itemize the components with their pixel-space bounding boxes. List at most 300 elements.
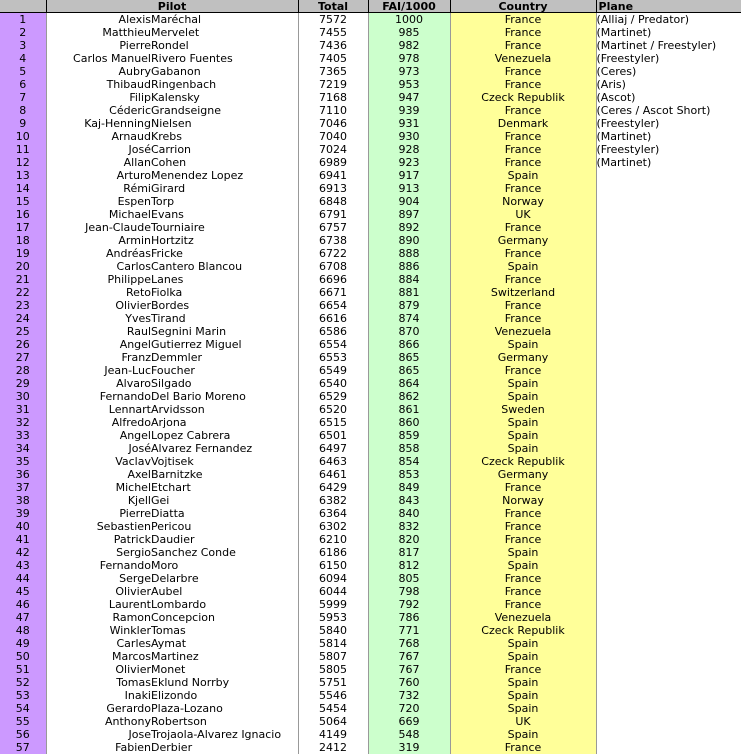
total-cell: 7405: [298, 52, 368, 65]
rank-cell: 23: [0, 299, 46, 312]
table-row: [0, 429, 741, 442]
country-cell: France: [450, 533, 596, 546]
last-name-cell: Arvidsson: [151, 403, 298, 416]
fai-cell: 897: [368, 208, 450, 221]
table-row: [0, 143, 741, 156]
last-name-cell: Concepcion: [151, 611, 298, 624]
rank-cell: 36: [0, 468, 46, 481]
fai-cell: 886: [368, 260, 450, 273]
country-cell: France: [450, 247, 596, 260]
country-cell: Spain: [450, 702, 596, 715]
total-cell: 6913: [298, 182, 368, 195]
table-row: [0, 624, 741, 637]
first-name-cell: Armin: [118, 234, 151, 247]
first-name-cell: Kjell: [127, 494, 151, 507]
plane-cell: (Ascot): [596, 91, 636, 104]
fai-cell: 913: [368, 182, 450, 195]
country-cell: UK: [450, 715, 596, 728]
last-name-cell: Foucher: [151, 364, 298, 377]
plane-cell: (Ceres / Ascot Short): [596, 104, 711, 117]
first-name-cell: Rémi: [123, 182, 151, 195]
rank-cell: 49: [0, 637, 46, 650]
country-cell: France: [450, 663, 596, 676]
total-cell: 6529: [298, 390, 368, 403]
last-name-cell: Torp: [151, 195, 298, 208]
plane-cell: [596, 416, 741, 429]
first-name-cell: Aubry: [118, 65, 151, 78]
first-name-cell: Reto: [126, 286, 151, 299]
first-name-cell: Jose: [128, 728, 151, 741]
fai-cell: 859: [368, 429, 450, 442]
table-row: [0, 507, 741, 520]
last-name-cell: Etchart: [151, 481, 298, 494]
plane-cell: [596, 325, 741, 338]
rank-cell: 53: [0, 689, 46, 702]
fai-cell: 669: [368, 715, 450, 728]
rank-cell: 13: [0, 169, 46, 182]
table-row: [0, 52, 741, 65]
rank-cell: 20: [0, 260, 46, 273]
fai-cell: 978: [368, 52, 450, 65]
country-cell: France: [450, 572, 596, 585]
total-cell: 5064: [298, 715, 368, 728]
table-row: [0, 338, 741, 351]
last-name-cell: Lombardo: [151, 598, 298, 611]
country-cell: Venezuela: [450, 611, 596, 624]
fai-cell: 879: [368, 299, 450, 312]
table-row: [0, 247, 741, 260]
plane-cell: [596, 676, 741, 689]
table-row: [0, 598, 741, 611]
rank-cell: 27: [0, 351, 46, 364]
total-cell: 4149: [298, 728, 368, 741]
last-name-cell: Tourniaire: [151, 221, 298, 234]
fai-cell: 888: [368, 247, 450, 260]
first-name-cell: Sebastien: [96, 520, 151, 533]
table-row: [0, 494, 741, 507]
rank-cell: 5: [0, 65, 46, 78]
first-name-cell: Gerardo: [106, 702, 151, 715]
plane-header: Plane: [596, 0, 741, 13]
total-cell: 6429: [298, 481, 368, 494]
last-name-cell: Daudier: [151, 533, 298, 546]
last-name-cell: Menendez Lopez: [151, 169, 298, 182]
first-name-cell: Laurent: [108, 598, 151, 611]
country-cell: Denmark: [450, 117, 596, 130]
country-cell: Spain: [450, 169, 596, 182]
fai-cell: 768: [368, 637, 450, 650]
plane-cell: [596, 611, 741, 624]
fai-cell: 760: [368, 676, 450, 689]
rank-cell: 16: [0, 208, 46, 221]
last-name-cell: Rondel: [151, 39, 298, 52]
table-row: [0, 689, 741, 702]
total-cell: 6515: [298, 416, 368, 429]
first-name-cell: Jean-Claude: [85, 221, 151, 234]
country-cell: Venezuela: [450, 52, 596, 65]
plane-cell: [596, 507, 741, 520]
first-name-cell: Marcos: [111, 650, 151, 663]
total-cell: 7168: [298, 91, 368, 104]
plane-cell: [596, 221, 741, 234]
total-cell: 6616: [298, 312, 368, 325]
plane-cell: [596, 481, 741, 494]
plane-cell: (Aris): [596, 78, 626, 91]
table-row: [0, 546, 741, 559]
first-name-cell: Serge: [119, 572, 151, 585]
table-row: [0, 26, 741, 39]
plane-cell: [596, 728, 741, 741]
first-name-cell: Pierre: [119, 507, 151, 520]
first-name-cell: Jean-Luc: [104, 364, 151, 377]
rank-cell: 51: [0, 663, 46, 676]
plane-cell: [596, 663, 741, 676]
last-name-cell: Silgado: [151, 377, 298, 390]
last-name-cell: Fricke: [151, 247, 298, 260]
table-row: [0, 13, 741, 27]
table-row: [0, 650, 741, 663]
total-cell: 2412: [298, 741, 368, 754]
rank-cell: 52: [0, 676, 46, 689]
rank-cell: 29: [0, 377, 46, 390]
last-name-cell: Vojtisek: [151, 455, 298, 468]
last-name-cell: Plaza-Lozano: [151, 702, 298, 715]
first-name-cell: Arturo: [116, 169, 151, 182]
fai-cell: 862: [368, 390, 450, 403]
fai-cell: 892: [368, 221, 450, 234]
rank-cell: 4: [0, 52, 46, 65]
first-name-cell: Lennart: [108, 403, 151, 416]
total-cell: 6791: [298, 208, 368, 221]
first-name-cell: Carlos: [116, 260, 151, 273]
last-name-cell: Girard: [151, 182, 298, 195]
last-name-cell: Martinez: [151, 650, 298, 663]
first-name-cell: Angel: [119, 338, 151, 351]
table-row: [0, 234, 741, 247]
total-cell: 5454: [298, 702, 368, 715]
table-row: [0, 299, 741, 312]
total-cell: 7040: [298, 130, 368, 143]
last-name-cell: Gei: [151, 494, 298, 507]
first-name-cell: José: [128, 442, 151, 455]
table-row: [0, 377, 741, 390]
rank-cell: 24: [0, 312, 46, 325]
total-cell: 6094: [298, 572, 368, 585]
first-name-cell: Carlos Manuel: [73, 52, 151, 65]
fai-cell: 786: [368, 611, 450, 624]
plane-cell: [596, 702, 741, 715]
total-cell: 5814: [298, 637, 368, 650]
table-row: [0, 728, 741, 741]
fai-cell: 874: [368, 312, 450, 325]
first-name-cell: Olivier: [115, 585, 151, 598]
plane-cell: [596, 390, 741, 403]
table-row: [0, 156, 741, 169]
country-cell: France: [450, 143, 596, 156]
rank-cell: 25: [0, 325, 46, 338]
plane-cell: (Freestyler): [596, 143, 660, 156]
table-row: [0, 182, 741, 195]
first-name-cell: Fernando: [99, 390, 151, 403]
plane-cell: [596, 429, 741, 442]
plane-cell: [596, 208, 741, 221]
plane-cell: [596, 650, 741, 663]
total-cell: 6044: [298, 585, 368, 598]
fai-header: FAI/1000: [368, 0, 450, 13]
country-cell: France: [450, 741, 596, 754]
table-row: [0, 260, 741, 273]
plane-cell: (Freestyler): [596, 52, 660, 65]
last-name-cell: Ringenbach: [151, 78, 298, 91]
total-cell: 7436: [298, 39, 368, 52]
plane-cell: [596, 546, 741, 559]
total-cell: 6671: [298, 286, 368, 299]
country-cell: France: [450, 507, 596, 520]
total-cell: 7572: [298, 13, 368, 27]
plane-cell: (Alliaj / Predator): [596, 12, 690, 26]
fai-cell: 853: [368, 468, 450, 481]
total-cell: 5999: [298, 598, 368, 611]
total-cell: 5953: [298, 611, 368, 624]
rank-cell: 41: [0, 533, 46, 546]
plane-cell: [596, 299, 741, 312]
results-body: [0, 13, 741, 755]
fai-cell: 767: [368, 650, 450, 663]
country-cell: Spain: [450, 416, 596, 429]
fai-cell: 904: [368, 195, 450, 208]
plane-cell: [596, 403, 741, 416]
plane-cell: [596, 351, 741, 364]
country-cell: Spain: [450, 637, 596, 650]
rank-cell: 34: [0, 442, 46, 455]
plane-cell: [596, 182, 741, 195]
first-name-cell: Philippe: [107, 273, 151, 286]
total-cell: 7024: [298, 143, 368, 156]
rank-cell: 44: [0, 572, 46, 585]
country-cell: Spain: [450, 260, 596, 273]
plane-cell: [596, 195, 741, 208]
fai-cell: 985: [368, 26, 450, 39]
total-cell: 6302: [298, 520, 368, 533]
country-cell: France: [450, 130, 596, 143]
rank-cell: 38: [0, 494, 46, 507]
total-cell: 7219: [298, 78, 368, 91]
total-cell: 6461: [298, 468, 368, 481]
total-cell: 6708: [298, 260, 368, 273]
rank-cell: 35: [0, 455, 46, 468]
first-name-cell: Fabien: [115, 741, 151, 754]
fai-cell: 923: [368, 156, 450, 169]
first-name-cell: Tomas: [116, 676, 151, 689]
total-cell: 6586: [298, 325, 368, 338]
plane-cell: [596, 598, 741, 611]
fai-cell: 865: [368, 351, 450, 364]
first-name-cell: Sergio: [116, 546, 151, 559]
table-row: [0, 117, 741, 130]
fai-cell: 854: [368, 455, 450, 468]
total-cell: 6463: [298, 455, 368, 468]
last-name-cell: Carrion: [151, 143, 298, 156]
first-name-cell: Matthieu: [102, 26, 151, 39]
plane-cell: [596, 494, 741, 507]
table-row: [0, 312, 741, 325]
first-name-cell: Ramon: [112, 611, 151, 624]
first-name-cell: Alexis: [118, 12, 151, 26]
rank-cell: 33: [0, 429, 46, 442]
last-name-cell: Robertson: [151, 715, 298, 728]
fai-cell: 973: [368, 65, 450, 78]
plane-cell: [596, 624, 741, 637]
plane-cell: [596, 741, 741, 754]
rank-cell: 26: [0, 338, 46, 351]
country-cell: France: [450, 104, 596, 117]
fai-cell: 982: [368, 39, 450, 52]
total-cell: 6941: [298, 169, 368, 182]
total-cell: 6553: [298, 351, 368, 364]
rank-cell: 39: [0, 507, 46, 520]
total-cell: 6989: [298, 156, 368, 169]
table-row: [0, 78, 741, 91]
rank-cell: 9: [0, 117, 46, 130]
country-cell: Venezuela: [450, 325, 596, 338]
first-name-cell: Vaclav: [115, 455, 151, 468]
last-name-cell: Demmler: [151, 351, 298, 364]
fai-cell: 931: [368, 117, 450, 130]
first-name-cell: Allan: [123, 156, 151, 169]
table-row: [0, 403, 741, 416]
fai-cell: 840: [368, 507, 450, 520]
total-cell: 6757: [298, 221, 368, 234]
rank-cell: 46: [0, 598, 46, 611]
fai-cell: 858: [368, 442, 450, 455]
country-cell: Spain: [450, 728, 596, 741]
first-name-cell: Fernando: [99, 559, 151, 572]
country-cell: France: [450, 65, 596, 78]
fai-cell: 792: [368, 598, 450, 611]
fai-cell: 817: [368, 546, 450, 559]
table-row: [0, 663, 741, 676]
table-row: [0, 702, 741, 715]
total-cell: 6540: [298, 377, 368, 390]
last-name-cell: Eklund Norrby: [151, 676, 298, 689]
rank-cell: 30: [0, 390, 46, 403]
country-cell: Germany: [450, 234, 596, 247]
country-cell: Spain: [450, 338, 596, 351]
last-name-cell: Bordes: [151, 299, 298, 312]
country-cell: Spain: [450, 429, 596, 442]
rank-cell: 3: [0, 39, 46, 52]
country-cell: France: [450, 598, 596, 611]
first-name-cell: José: [128, 143, 151, 156]
last-name-cell: Aymat: [151, 637, 298, 650]
country-cell: France: [450, 299, 596, 312]
last-name-cell: Delarbre: [151, 572, 298, 585]
table-row: [0, 676, 741, 689]
plane-cell: [596, 520, 741, 533]
last-name-cell: Kalensky: [151, 91, 298, 104]
total-cell: 6364: [298, 507, 368, 520]
total-cell: 5840: [298, 624, 368, 637]
total-cell: 5805: [298, 663, 368, 676]
plane-cell: [596, 377, 741, 390]
rank-cell: 28: [0, 364, 46, 377]
table-row: [0, 195, 741, 208]
last-name-cell: Derbier: [151, 741, 298, 754]
rank-cell: 54: [0, 702, 46, 715]
first-name-cell: Franz: [121, 351, 151, 364]
last-name-cell: Mervelet: [151, 26, 298, 39]
rank-cell: 42: [0, 546, 46, 559]
country-cell: Germany: [450, 468, 596, 481]
rank-cell: 45: [0, 585, 46, 598]
plane-cell: [596, 312, 741, 325]
fai-cell: 953: [368, 78, 450, 91]
country-cell: France: [450, 364, 596, 377]
country-cell: Czeck Republik: [450, 624, 596, 637]
fai-cell: 939: [368, 104, 450, 117]
plane-cell: (Ceres): [596, 65, 637, 78]
plane-cell: [596, 338, 741, 351]
fai-cell: 884: [368, 273, 450, 286]
total-cell: 7046: [298, 117, 368, 130]
plane-cell: [596, 533, 741, 546]
first-name-cell: Olivier: [115, 299, 151, 312]
total-cell: 6738: [298, 234, 368, 247]
fai-cell: 732: [368, 689, 450, 702]
fai-cell: 947: [368, 91, 450, 104]
last-name-cell: Elizondo: [151, 689, 298, 702]
total-cell: 6520: [298, 403, 368, 416]
rank-cell: 1: [0, 13, 46, 27]
country-cell: Spain: [450, 650, 596, 663]
last-name-cell: Gabanon: [151, 65, 298, 78]
plane-cell: [596, 715, 741, 728]
last-name-cell: Maréchal: [151, 13, 298, 27]
fai-cell: 798: [368, 585, 450, 598]
fai-cell: 881: [368, 286, 450, 299]
table-row: [0, 637, 741, 650]
fai-cell: 860: [368, 416, 450, 429]
first-name-cell: Andréas: [106, 247, 151, 260]
fai-cell: 805: [368, 572, 450, 585]
fai-cell: 861: [368, 403, 450, 416]
first-name-cell: Arnaud: [111, 130, 151, 143]
total-cell: 5807: [298, 650, 368, 663]
last-name-cell: Moro: [151, 559, 298, 572]
rank-cell: 8: [0, 104, 46, 117]
country-cell: France: [450, 520, 596, 533]
plane-cell: [596, 273, 741, 286]
country-cell: Czeck Republik: [450, 91, 596, 104]
country-cell: Spain: [450, 546, 596, 559]
plane-cell: [596, 572, 741, 585]
plane-cell: [596, 234, 741, 247]
table-row: [0, 442, 741, 455]
table-row: [0, 325, 741, 338]
last-name-cell: Monet: [151, 663, 298, 676]
total-cell: 6210: [298, 533, 368, 546]
total-cell: 6186: [298, 546, 368, 559]
rank-cell: 11: [0, 143, 46, 156]
table-row: [0, 559, 741, 572]
fai-cell: 928: [368, 143, 450, 156]
last-name-cell: Hortzitz: [151, 234, 298, 247]
last-name-cell: Alvarez Fernandez: [151, 442, 298, 455]
country-cell: France: [450, 221, 596, 234]
fai-cell: 771: [368, 624, 450, 637]
country-cell: France: [450, 26, 596, 39]
rank-cell: 47: [0, 611, 46, 624]
